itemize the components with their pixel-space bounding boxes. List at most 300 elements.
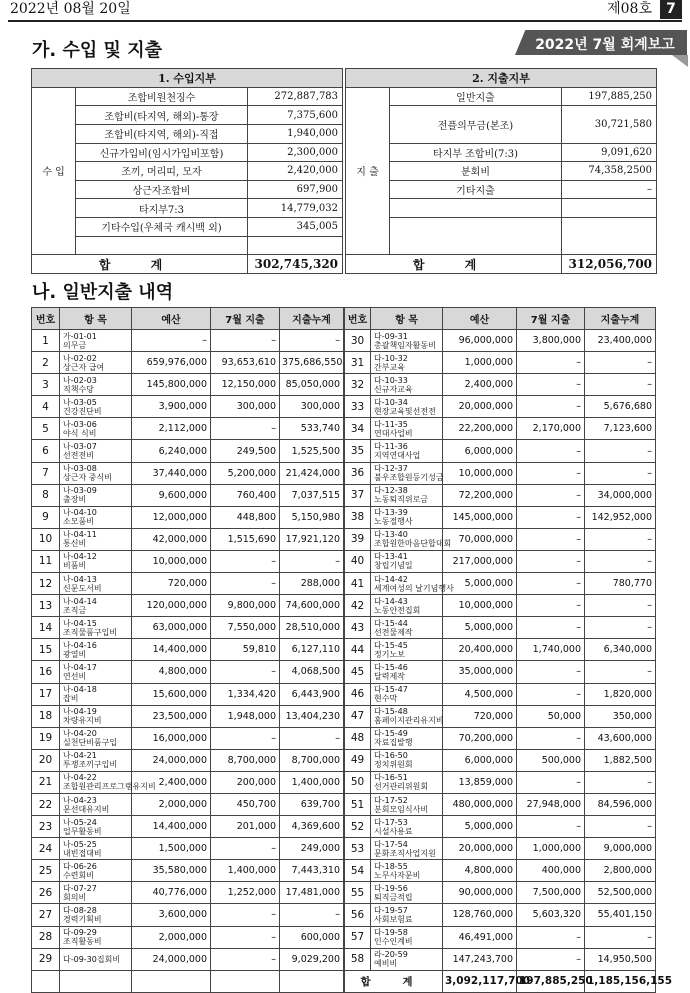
row-cumulative: 1,820,000 — [585, 683, 656, 705]
table-row — [345, 617, 656, 639]
row-number: 17 — [32, 683, 60, 705]
row-name: 신문도서비 — [63, 583, 102, 593]
row-name: 총괄책임자활동비 — [374, 340, 436, 350]
row-item — [371, 816, 443, 838]
row-name: 선거관리위원회 — [374, 782, 429, 792]
row-item — [371, 749, 443, 771]
report-banner-label: 2022년 7월 회계보고 — [535, 37, 675, 53]
row-number: 3 — [32, 374, 60, 396]
row-budget: 96,000,000 — [443, 330, 517, 352]
row-name: 경력기획비 — [63, 914, 102, 924]
row-number: 24 — [32, 838, 60, 860]
row-name: 다-09-30집회비 — [63, 954, 121, 964]
table-row — [32, 860, 344, 882]
income-row-value: 2,420,000 — [248, 162, 343, 181]
table-row — [345, 882, 656, 904]
row-july: 27,948,000 — [517, 793, 585, 815]
row-item — [60, 573, 132, 595]
table-row — [32, 838, 344, 860]
table-row — [32, 749, 344, 771]
row-item — [60, 352, 132, 374]
row-number: 8 — [32, 484, 60, 506]
income-side-label: 수 입 — [32, 87, 76, 255]
row-cumulative: 74,600,000 — [280, 595, 344, 617]
row-july: – — [517, 374, 585, 396]
expense-detail-table-right — [344, 307, 673, 993]
row-number: 39 — [345, 528, 371, 550]
row-cumulative: – — [585, 816, 656, 838]
row-number: 36 — [345, 462, 371, 484]
row-cumulative: 142,952,000 — [585, 506, 656, 528]
col-july: 7월 지출 — [517, 308, 585, 330]
expense-row-label: 분회비 — [390, 162, 562, 181]
row-name: 야식 식비 — [63, 428, 97, 438]
expense-row-value: 197,885,250 — [562, 87, 657, 106]
row-name: 조직물품구입비 — [63, 627, 118, 637]
row-number: 30 — [345, 330, 371, 352]
row-item — [60, 639, 132, 661]
expense-row-value: 30,721,580 — [562, 106, 657, 143]
row-number: 50 — [345, 771, 371, 793]
table-row — [345, 838, 656, 860]
row-item — [60, 396, 132, 418]
row-july: – — [517, 595, 585, 617]
table-row — [32, 528, 344, 550]
table-row — [345, 374, 656, 396]
row-budget: 3,600,000 — [132, 904, 211, 926]
income-row-label — [76, 236, 248, 255]
row-number: 42 — [345, 595, 371, 617]
row-number: 1 — [32, 330, 60, 352]
row-cumulative: 1,400,000 — [280, 771, 344, 793]
income-row — [32, 218, 343, 237]
row-budget: 42,000,000 — [132, 528, 211, 550]
row-code: 나-03-07 — [63, 442, 97, 452]
row-number: 49 — [345, 749, 371, 771]
row-july: – — [211, 330, 280, 352]
row-budget: 72,200,000 — [443, 484, 517, 506]
row-number: 45 — [345, 661, 371, 683]
row-code: 나-04-19 — [63, 707, 97, 717]
total-cumulative: 1,185,156,155 — [585, 970, 656, 992]
row-budget: – — [132, 330, 211, 352]
row-code: 다-17-52 — [374, 795, 408, 805]
row-item — [60, 749, 132, 771]
row-code: 나-04-11 — [63, 530, 97, 540]
table-row — [345, 793, 656, 815]
row-code: 다-12-38 — [374, 486, 408, 496]
table-row — [32, 484, 344, 506]
row-cumulative: 7,037,515 — [280, 484, 344, 506]
row-name: 시설사용료 — [374, 826, 413, 836]
table-row — [345, 396, 656, 418]
expense-total: 312,056,700 — [562, 255, 657, 274]
row-budget: 90,000,000 — [443, 882, 517, 904]
income-row-value: 14,779,032 — [248, 199, 343, 218]
table-row — [345, 904, 656, 926]
row-july: – — [517, 617, 585, 639]
table-row — [345, 573, 656, 595]
row-cumulative: 6,127,110 — [280, 639, 344, 661]
income-row-label: 조합비원천징수 — [76, 87, 248, 106]
row-july: 760,400 — [211, 484, 280, 506]
row-budget: 480,000,000 — [443, 793, 517, 815]
row-budget: 12,000,000 — [132, 506, 211, 528]
row-cumulative: 7,123,600 — [585, 418, 656, 440]
row-item — [60, 882, 132, 904]
row-code: 나-04-14 — [63, 596, 97, 606]
income-row-label: 신규가입비(임시가입비포함) — [76, 143, 248, 162]
row-number: 37 — [345, 484, 371, 506]
expense-row — [346, 162, 657, 181]
row-number: 4 — [32, 396, 60, 418]
income-total-label: 합 계 — [32, 255, 248, 274]
table-row — [32, 705, 344, 727]
row-number: 55 — [345, 882, 371, 904]
income-row — [32, 199, 343, 218]
row-item — [371, 617, 443, 639]
total-row — [345, 970, 656, 992]
row-cumulative: – — [585, 462, 656, 484]
row-july: 7,550,000 — [211, 617, 280, 639]
row-item — [371, 330, 443, 352]
col-july: 7월 지출 — [211, 308, 280, 330]
row-item — [60, 528, 132, 550]
empty-cell — [132, 970, 211, 992]
row-cumulative: 21,424,000 — [280, 462, 344, 484]
row-number: 13 — [32, 595, 60, 617]
row-budget: 6,000,000 — [443, 749, 517, 771]
table-row — [32, 683, 344, 705]
row-code: 다-16-50 — [374, 751, 408, 761]
row-code: 다-09-29 — [63, 928, 97, 938]
row-budget: 5,000,000 — [443, 816, 517, 838]
row-july: 5,200,000 — [211, 462, 280, 484]
row-budget: 22,200,000 — [443, 418, 517, 440]
row-name: 불우조합원등기성금 — [374, 473, 444, 483]
total-budget: 3,092,117,700 — [443, 970, 517, 992]
row-cumulative: 9,000,000 — [585, 838, 656, 860]
row-code: 나-04-16 — [63, 640, 97, 650]
income-row — [32, 236, 343, 255]
row-name: 선전전비 — [63, 451, 94, 461]
row-july: – — [211, 926, 280, 948]
row-budget: 63,000,000 — [132, 617, 211, 639]
row-cumulative: – — [585, 771, 656, 793]
row-code: 나-03-06 — [63, 419, 97, 429]
table-row — [345, 352, 656, 374]
table-row — [345, 418, 656, 440]
row-number: 25 — [32, 860, 60, 882]
row-item — [60, 440, 132, 462]
row-code: 다-10-32 — [374, 353, 408, 363]
row-budget: 4,500,000 — [443, 683, 517, 705]
row-budget: 20,400,000 — [443, 639, 517, 661]
table-row — [345, 816, 656, 838]
row-item — [60, 838, 132, 860]
row-july: – — [517, 550, 585, 572]
row-cumulative: 84,596,000 — [585, 793, 656, 815]
table-row — [345, 462, 656, 484]
table-row — [32, 882, 344, 904]
row-item — [60, 683, 132, 705]
row-cumulative: 2,800,000 — [585, 860, 656, 882]
row-code: 나-04-15 — [63, 618, 97, 628]
row-code: 다-14-43 — [374, 596, 408, 606]
expense-row-label — [390, 218, 562, 255]
row-cumulative: – — [585, 374, 656, 396]
table-row — [345, 330, 656, 352]
row-code: 나-04-23 — [63, 795, 97, 805]
row-number: 16 — [32, 661, 60, 683]
row-budget: 15,600,000 — [132, 683, 211, 705]
row-cumulative: 7,443,310 — [280, 860, 344, 882]
row-item — [371, 484, 443, 506]
row-item — [60, 617, 132, 639]
row-name: 노무사자문비 — [374, 870, 421, 880]
row-cumulative: 17,921,120 — [280, 528, 344, 550]
row-budget: 24,000,000 — [132, 749, 211, 771]
table-row — [345, 595, 656, 617]
row-number: 10 — [32, 528, 60, 550]
row-code: 다-09-31 — [374, 331, 408, 341]
row-item — [371, 771, 443, 793]
row-cumulative: 9,029,200 — [280, 948, 344, 970]
table-row — [345, 948, 656, 970]
row-code: 다-18-55 — [374, 861, 408, 871]
income-row-value: 697,900 — [248, 180, 343, 199]
row-name: 노동절행사 — [374, 517, 413, 527]
row-july: 201,000 — [211, 816, 280, 838]
row-cumulative: 34,000,000 — [585, 484, 656, 506]
row-july: – — [517, 573, 585, 595]
row-number: 11 — [32, 550, 60, 572]
row-code: 다-11-36 — [374, 442, 408, 452]
income-row-label: 기타수입(우체국 캐시백 외) — [76, 218, 248, 237]
row-july: – — [517, 926, 585, 948]
row-number: 28 — [32, 926, 60, 948]
expense-row — [346, 180, 657, 199]
row-item — [60, 462, 132, 484]
row-number: 5 — [32, 418, 60, 440]
report-banner-corner — [672, 55, 688, 67]
row-name: 세계여성의 날기념행사 — [374, 583, 454, 593]
row-july: 400,000 — [517, 860, 585, 882]
row-july: – — [211, 904, 280, 926]
row-july: – — [517, 683, 585, 705]
row-name: 홈페이지관리유지비 — [374, 716, 444, 726]
row-number: 31 — [345, 352, 371, 374]
col-no: 번호 — [345, 308, 371, 330]
table-row — [345, 749, 656, 771]
table-row — [32, 352, 344, 374]
row-budget: 1,000,000 — [443, 352, 517, 374]
row-cumulative: 1,882,500 — [585, 749, 656, 771]
row-item — [371, 705, 443, 727]
table-row — [32, 595, 344, 617]
row-item — [371, 926, 443, 948]
row-name: 달력제작 — [374, 671, 405, 681]
row-item — [371, 528, 452, 550]
row-item — [371, 904, 443, 926]
row-budget: 13,859,000 — [443, 771, 517, 793]
row-name: 상근자 급여 — [63, 362, 105, 372]
row-cumulative: – — [585, 440, 656, 462]
row-name: 인수인계비 — [374, 937, 413, 947]
row-code: 나-04-13 — [63, 574, 97, 584]
expense-header: 2. 지출지부 — [346, 69, 657, 88]
row-item — [371, 793, 443, 815]
row-cumulative: 375,686,550 — [280, 352, 344, 374]
row-name: 통신비 — [63, 539, 87, 549]
row-code: 다-12-37 — [374, 464, 408, 474]
row-number: 32 — [345, 374, 371, 396]
row-code: 다-10-34 — [374, 397, 408, 407]
row-item — [371, 550, 443, 572]
row-cumulative: – — [585, 926, 656, 948]
row-july: 59,810 — [211, 639, 280, 661]
row-cumulative: 55,401,150 — [585, 904, 656, 926]
row-budget: 720,000 — [132, 573, 211, 595]
table-row — [345, 860, 656, 882]
row-cumulative: – — [280, 904, 344, 926]
table-row — [345, 528, 656, 550]
row-code: 다-15-49 — [374, 729, 408, 739]
row-number: 53 — [345, 838, 371, 860]
row-item — [60, 418, 132, 440]
col-item: 항 목 — [371, 308, 443, 330]
row-name: 현수막 — [374, 694, 398, 704]
row-item — [371, 573, 454, 595]
row-july: – — [211, 573, 280, 595]
row-cumulative: 52,500,000 — [585, 882, 656, 904]
row-cumulative: 5,676,680 — [585, 396, 656, 418]
row-cumulative: 639,700 — [280, 793, 344, 815]
row-name: 신규자교육 — [374, 384, 413, 394]
row-number: 15 — [32, 639, 60, 661]
row-july: 1,515,690 — [211, 528, 280, 550]
row-july: 12,150,000 — [211, 374, 280, 396]
row-code: 다-06-26 — [63, 861, 97, 871]
row-number: 43 — [345, 617, 371, 639]
row-name: 내빈접대비 — [63, 848, 102, 858]
row-july: 200,000 — [211, 771, 280, 793]
row-code: 다-08-28 — [63, 905, 97, 915]
row-budget: 16,000,000 — [132, 727, 211, 749]
row-code: 라-20-59 — [374, 950, 408, 960]
row-cumulative: – — [585, 550, 656, 572]
row-item — [371, 838, 443, 860]
expense-row-value — [562, 199, 657, 218]
row-item — [371, 683, 443, 705]
row-item — [60, 860, 132, 882]
row-number: 35 — [345, 440, 371, 462]
row-july: 9,800,000 — [211, 595, 280, 617]
row-code: 나-03-09 — [63, 486, 97, 496]
row-july: – — [211, 661, 280, 683]
row-july: 500,000 — [517, 749, 585, 771]
row-code: 나-04-12 — [63, 552, 97, 562]
row-budget: 10,000,000 — [443, 595, 517, 617]
expense-row-value: 74,358,2500 — [562, 162, 657, 181]
row-name: 투쟁조끼구입비 — [63, 760, 118, 770]
row-july: 3,800,000 — [517, 330, 585, 352]
row-budget: 35,580,000 — [132, 860, 211, 882]
row-july: – — [517, 352, 585, 374]
row-budget: 20,000,000 — [443, 838, 517, 860]
row-cumulative: 14,950,500 — [585, 948, 656, 970]
row-code: 다-15-45 — [374, 640, 408, 650]
income-row-value: 1,940,000 — [248, 124, 343, 143]
row-item — [371, 462, 443, 484]
row-cumulative: 533,740 — [280, 418, 344, 440]
row-number: 34 — [345, 418, 371, 440]
row-number: 48 — [345, 727, 371, 749]
empty-cell — [280, 970, 344, 992]
row-name: 조합원관리프로그램유지비 — [63, 782, 156, 792]
col-cumulative: 지출누계 — [280, 308, 344, 330]
table-row — [32, 462, 344, 484]
row-item — [60, 926, 132, 948]
row-code: 가-01-01 — [63, 331, 97, 341]
table-row — [32, 418, 344, 440]
table-row — [32, 661, 344, 683]
row-number: 40 — [345, 550, 371, 572]
table-row — [345, 926, 656, 948]
row-budget: 37,440,000 — [132, 462, 211, 484]
table-row — [32, 550, 344, 572]
table-row — [345, 771, 656, 793]
empty-cell — [60, 970, 132, 992]
row-budget: 10,000,000 — [132, 550, 211, 572]
row-budget: 120,000,000 — [132, 595, 211, 617]
income-row — [32, 180, 343, 199]
row-budget: 35,000,000 — [443, 661, 517, 683]
row-name: 연선비 — [63, 671, 87, 681]
row-budget: 2,000,000 — [132, 793, 211, 815]
row-cumulative: 8,700,000 — [280, 749, 344, 771]
row-code: 나-05-25 — [63, 839, 97, 849]
row-july: 1,740,000 — [517, 639, 585, 661]
row-code: 다-13-41 — [374, 552, 408, 562]
row-code: 나-05-24 — [63, 817, 97, 827]
row-budget: 659,976,000 — [132, 352, 211, 374]
row-code: 나-04-17 — [63, 662, 97, 672]
row-code: 나-04-10 — [63, 508, 97, 518]
row-item — [371, 727, 443, 749]
row-name: 자료집발행 — [374, 738, 413, 748]
table-row — [32, 727, 344, 749]
income-row-label: 타지부7:3 — [76, 199, 248, 218]
table-row — [345, 727, 656, 749]
row-code: 다-13-40 — [374, 530, 408, 540]
row-code: 나-04-22 — [63, 773, 97, 783]
income-row — [32, 162, 343, 181]
expense-row-label: 일반지출 — [390, 87, 562, 106]
row-july: – — [211, 948, 280, 970]
row-item — [60, 330, 132, 352]
row-number: 2 — [32, 352, 60, 374]
expense-row-label — [390, 199, 562, 218]
table-row — [345, 484, 656, 506]
empty-cell — [32, 970, 60, 992]
row-july: – — [517, 396, 585, 418]
row-number: 52 — [345, 816, 371, 838]
row-cumulative: – — [280, 727, 344, 749]
row-number: 22 — [32, 793, 60, 815]
row-code: 나-04-20 — [63, 729, 97, 739]
row-item — [371, 374, 443, 396]
